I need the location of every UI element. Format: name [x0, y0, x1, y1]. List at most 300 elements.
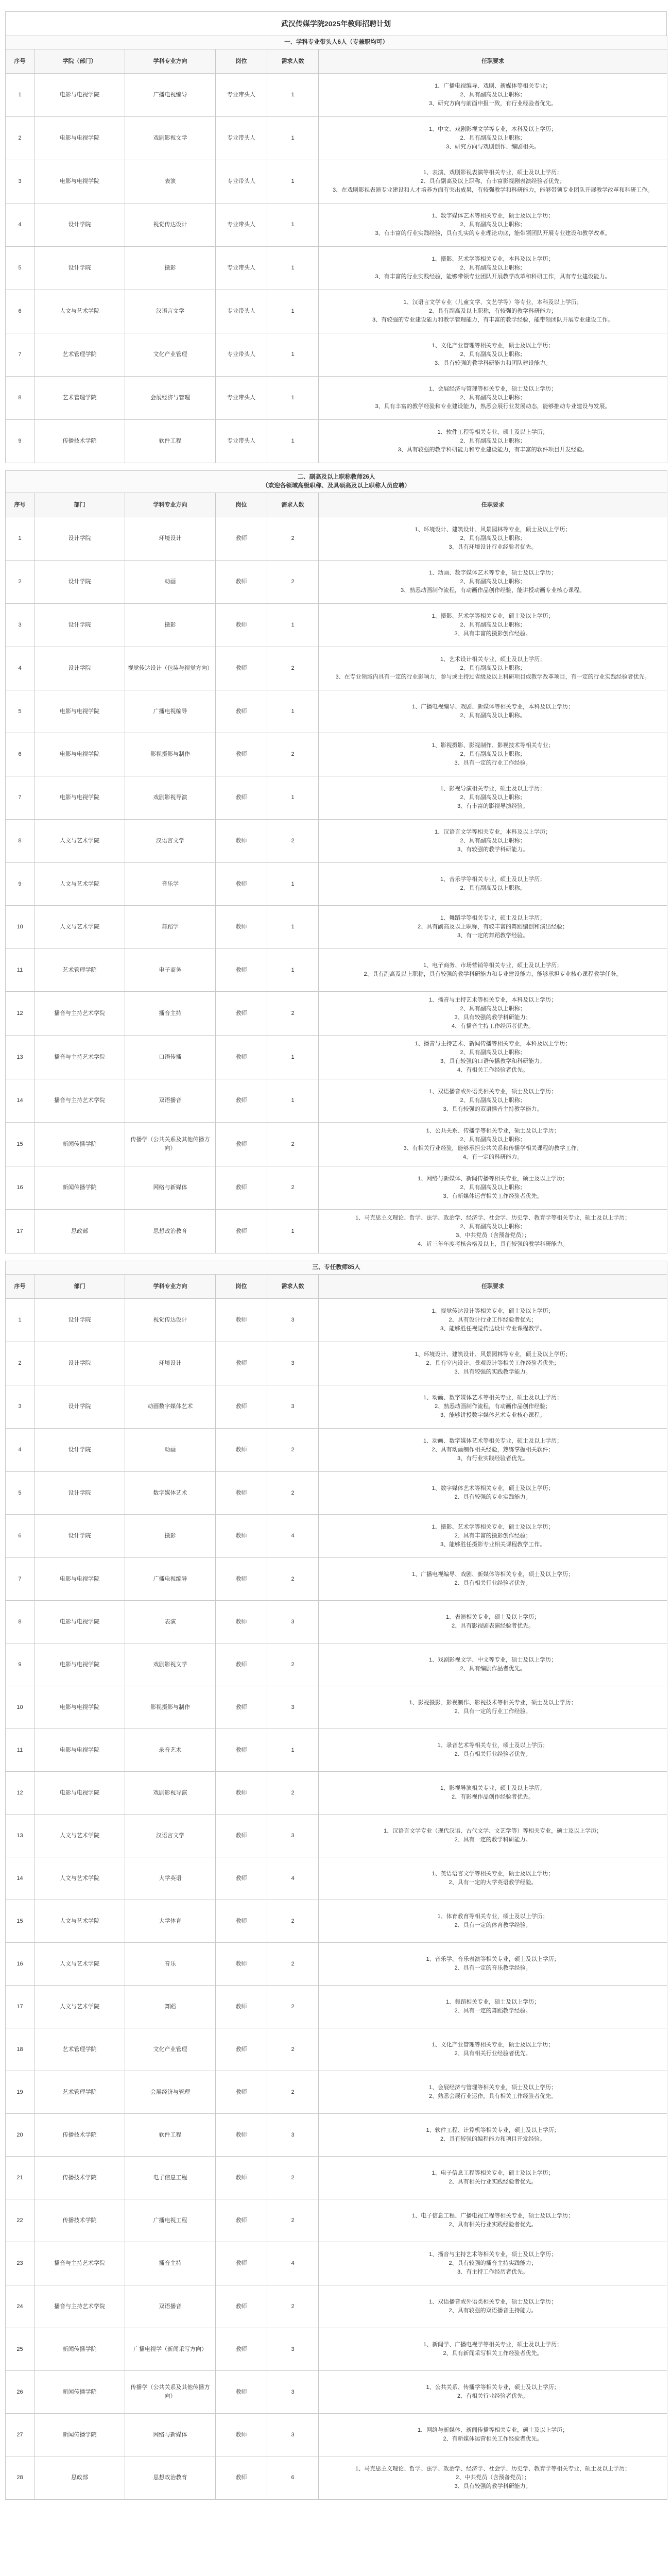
row-post: 教师: [216, 1342, 267, 1385]
row-requirements: [319, 776, 667, 820]
row-number: 8: [6, 377, 35, 420]
requirement-line: 1、英语语言文学等相关专业，硕士及以上学历；: [432, 1871, 554, 1877]
row-major: 数字媒体艺术: [125, 1472, 216, 1515]
requirement-line: 1、动画、数字媒体艺术等专业，硕士及以上学历；: [428, 570, 557, 576]
requirement-line: 3、能够讲授数字媒体艺术专业核心课程。: [440, 1412, 546, 1418]
row-count: 1: [267, 204, 319, 247]
row-count: 1: [267, 863, 319, 906]
requirement-line: 1、广播电视编导、戏剧、新媒体等相关专业；: [434, 83, 552, 89]
requirement-line: 1、软件工程等相关专业，硕士及以上学历；: [437, 429, 548, 435]
requirement-line: 2、具有室内设计、景观设计等相关工作经验者优先；: [426, 1360, 560, 1366]
row-major: 摄影: [125, 247, 216, 290]
requirement-line: 1、影视导演相关专业，硕士及以上学历；: [440, 1785, 546, 1791]
row-major: 表演: [125, 1601, 216, 1643]
column-header: 序号: [6, 49, 35, 74]
table-row: [6, 1299, 667, 1342]
column-header: 需求人数: [267, 493, 319, 517]
row-count: 2: [267, 2157, 319, 2199]
row-major: 双语播音: [125, 2285, 216, 2328]
requirement-line: 1、广播电视编导、戏剧、新媒体等相关专业，硕士及以上学历；: [411, 1571, 574, 1578]
row-department: 艺术管理学院: [35, 2028, 125, 2071]
row-major: 音乐学: [125, 863, 216, 906]
row-count: 3: [267, 1686, 319, 1729]
requirement-line: 1、环境设计、建筑设计、风景园林等专业，硕士及以上学历；: [415, 1351, 571, 1358]
row-requirements: [319, 906, 667, 949]
row-count: 2: [267, 561, 319, 604]
row-post: 专业带头人: [216, 290, 267, 333]
row-requirements: [319, 2371, 667, 2414]
requirement-line: 1、文化产业管理等相关专业，硕士及以上学历；: [432, 343, 554, 349]
row-post: 专业带头人: [216, 333, 267, 377]
table-row: [6, 160, 667, 204]
row-requirements: [319, 117, 667, 160]
requirement-line: 3、具有较强的实践教学能力。: [454, 1369, 531, 1375]
requirement-line: 2、具有一定的大学英语教学经验。: [449, 1879, 537, 1886]
row-requirements: [319, 333, 667, 377]
row-department: 人文与艺术学院: [35, 863, 125, 906]
row-department: 设计学院: [35, 604, 125, 647]
table-row: [6, 2456, 667, 2500]
section-gap: [6, 1253, 667, 1261]
row-requirements: [319, 517, 667, 561]
row-post: 教师: [216, 1772, 267, 1815]
requirement-line: 2、具有设计行业工作经验者优先；: [449, 1317, 537, 1323]
row-department: 艺术管理学院: [35, 2071, 125, 2114]
section-header: [6, 471, 667, 493]
requirement-line: 2、具有一定的教学科研能力。: [454, 1837, 531, 1843]
requirement-line: 3、有一定的舞蹈教学经验。: [457, 933, 529, 939]
row-requirements: [319, 2285, 667, 2328]
requirement-line: 1、影视摄影、影视制作、影视技术等相关专业；: [432, 742, 554, 749]
requirement-line: 2、具有副高及以上职称；: [460, 751, 526, 757]
requirement-line: 1、动画、数字媒体艺术等相关专业，硕士及以上学历；: [423, 1438, 563, 1444]
requirement-line: 1、双语播音或外语类相关专业，硕士及以上学历；: [428, 1089, 557, 1095]
requirement-line: 1、摄影、艺术学等相关专业，硕士及以上学历；: [432, 1524, 554, 1530]
requirement-line: 1、数字媒体艺术等相关专业，硕士及以上学历；: [432, 213, 554, 219]
row-count: 4: [267, 2242, 319, 2285]
row-requirements: [319, 2242, 667, 2285]
row-requirements: [319, 2157, 667, 2199]
row-post: 教师: [216, 2157, 267, 2199]
requirement-line: 2、具有副高及以上职称；: [460, 838, 526, 844]
row-post: 教师: [216, 820, 267, 863]
table-row: [6, 2199, 667, 2242]
row-major: 广播电视编导: [125, 74, 216, 117]
column-header: 学科专业方向: [125, 1275, 216, 1299]
row-post: 教师: [216, 1686, 267, 1729]
row-major: 播音主持: [125, 2242, 216, 2285]
column-header: 部门: [35, 493, 125, 517]
row-major: 软件工程: [125, 2114, 216, 2157]
row-post: 教师: [216, 1079, 267, 1123]
row-post: 教师: [216, 2456, 267, 2500]
section-gap-cell: [6, 463, 667, 471]
requirement-line: 2、具有动画制作相关经验，熟练掌握相关软件；: [432, 1447, 554, 1453]
table-row: [6, 420, 667, 463]
requirement-line: 2、具有副高及以上职称；: [460, 438, 526, 444]
row-post: 教师: [216, 992, 267, 1036]
section-title: 三、专任教师85人: [312, 1264, 360, 1270]
row-requirements: [319, 2071, 667, 2114]
requirement-line: 2、具有副高及以上职称；: [460, 1049, 526, 1056]
row-requirements: [319, 1857, 667, 1900]
row-requirements: [319, 604, 667, 647]
row-major: 会展经济与管理: [125, 2071, 216, 2114]
row-count: 2: [267, 1472, 319, 1515]
requirement-line: 2、具有副高及以上职称，有丰富影视剧表演经验者优先；: [420, 178, 565, 184]
row-major: 双语播音: [125, 1079, 216, 1123]
row-number: 14: [6, 1079, 35, 1123]
row-department: 人文与艺术学院: [35, 1943, 125, 1986]
requirement-line: 3、在专业领域内具有一定的行业影响力，参与或主持过省级及以上科研项目或教学改革项目，有一定的行业实践经验者优先。: [335, 674, 650, 680]
row-number: 1: [6, 1299, 35, 1342]
row-department: 电影与电视学院: [35, 690, 125, 733]
row-post: 教师: [216, 2371, 267, 2414]
table-row: [6, 647, 667, 690]
requirement-line: 2、具有副高及以上职称；: [460, 351, 526, 358]
requirement-line: 2、有影视作品创作经验者优先。: [451, 1794, 535, 1800]
row-number: 15: [6, 1900, 35, 1943]
section-header: [6, 1261, 667, 1275]
row-count: 3: [267, 1601, 319, 1643]
row-requirements: [319, 690, 667, 733]
column-header: 部门: [35, 1275, 125, 1299]
row-post: 专业带头人: [216, 377, 267, 420]
requirement-line: 2、具有副高及以上职称，有较强的教学科研能力；: [428, 308, 557, 314]
row-major: 大学体育: [125, 1900, 216, 1943]
requirement-line: 3、具有丰富的摄影创作经验。: [454, 631, 531, 637]
row-post: 教师: [216, 949, 267, 992]
column-header: 需求人数: [267, 1275, 319, 1299]
table-header-row: [6, 49, 667, 74]
row-post: 教师: [216, 647, 267, 690]
row-requirements: [319, 1601, 667, 1643]
row-number: 9: [6, 420, 35, 463]
row-number: 8: [6, 820, 35, 863]
requirement-line: 1、电子信息工程、广播电视工程等相关专业，硕士及以上学历；: [411, 2213, 574, 2219]
row-major: 戏剧影视文学: [125, 1643, 216, 1686]
requirement-line: 1、摄影、艺术学等相关专业，本科及以上学历；: [432, 256, 554, 262]
row-post: 教师: [216, 1558, 267, 1601]
row-major: 文化产业管理: [125, 2028, 216, 2071]
column-header: 任职要求: [319, 49, 667, 74]
row-requirements: [319, 1342, 667, 1385]
requirement-line: 1、会展经济与管理等相关专业，硕士及以上学历；: [428, 2084, 557, 2091]
requirement-line: 2、具有副高及以上职称；: [460, 222, 526, 228]
requirement-line: 2、具有一定的舞蹈教学经验。: [454, 2008, 531, 2014]
row-requirements: [319, 1036, 667, 1079]
row-number: 7: [6, 333, 35, 377]
table-row: [6, 1686, 667, 1729]
row-post: 教师: [216, 1166, 267, 1210]
requirement-line: 1、体育教育等相关专业，硕士及以上学历；: [437, 1913, 548, 1920]
requirement-line: 3、有丰富的影视导演经验。: [457, 803, 529, 809]
row-department: 电影与电视学院: [35, 74, 125, 117]
table-row: [6, 1429, 667, 1472]
row-major: 音乐: [125, 1943, 216, 1986]
row-department: 人文与艺术学院: [35, 1857, 125, 1900]
row-department: 设计学院: [35, 1472, 125, 1515]
row-count: 1: [267, 247, 319, 290]
requirement-line: 1、文化产业管理等相关专业，硕士及以上学历；: [432, 2042, 554, 2048]
row-number: 27: [6, 2414, 35, 2456]
row-post: 专业带头人: [216, 420, 267, 463]
requirement-line: 3、能够胜任摄影专业相关课程教学工作。: [440, 1541, 546, 1548]
row-department: 播音与主持艺术学院: [35, 2285, 125, 2328]
row-post: 教师: [216, 1385, 267, 1429]
table-row: [6, 333, 667, 377]
table-row: [6, 1729, 667, 1772]
row-department: 传播技术学院: [35, 2114, 125, 2157]
requirement-line: 2、具有副高及以上职称；: [460, 1224, 526, 1230]
requirement-line: 1、新闻学、广播电视学等相关专业，硕士及以上学历；: [423, 2342, 563, 2348]
requirement-line: 1、公共关系、传播学等相关专业，硕士及以上学历；: [426, 2384, 560, 2391]
row-post: 教师: [216, 690, 267, 733]
row-requirements: [319, 1123, 667, 1166]
row-number: 6: [6, 290, 35, 333]
row-count: 1: [267, 160, 319, 204]
row-department: 新闻传播学院: [35, 2414, 125, 2456]
row-count: 3: [267, 2328, 319, 2371]
row-major: 思想政治教育: [125, 2456, 216, 2500]
row-department: 电影与电视学院: [35, 1558, 125, 1601]
requirement-line: 1、音乐学、音乐表演等相关专业，硕士及以上学历；: [426, 1956, 560, 1962]
requirement-line: 1、表演、戏剧影视表演等相关专业，硕士及以上学历；: [423, 170, 563, 176]
requirement-line: 3、具有较强的双语播音主持教学能力。: [443, 1106, 543, 1112]
row-count: 1: [267, 1079, 319, 1123]
row-post: 教师: [216, 1299, 267, 1342]
row-count: 2: [267, 1123, 319, 1166]
row-department: 电影与电视学院: [35, 117, 125, 160]
row-count: 1: [267, 74, 319, 117]
row-department: 艺术管理学院: [35, 333, 125, 377]
row-number: 2: [6, 1342, 35, 1385]
row-department: 新闻传播学院: [35, 2328, 125, 2371]
row-department: 设计学院: [35, 204, 125, 247]
row-post: 教师: [216, 2328, 267, 2371]
row-department: 设计学院: [35, 561, 125, 604]
requirement-line: 3、具有较强的教学科研能力和团队建设能力。: [434, 360, 552, 366]
row-number: 26: [6, 2371, 35, 2414]
row-post: 教师: [216, 776, 267, 820]
requirement-line: 2、具有副高及以上职称；: [460, 395, 526, 401]
row-department: 设计学院: [35, 1515, 125, 1558]
row-count: 1: [267, 420, 319, 463]
requirement-line: 1、网络与新媒体、新闻传播等相关专业，硕士及以上学历；: [417, 2427, 568, 2433]
row-post: 教师: [216, 1943, 267, 1986]
row-number: 11: [6, 1729, 35, 1772]
row-count: 2: [267, 1558, 319, 1601]
requirement-line: 2、具有副高及以上职称。: [460, 885, 526, 891]
row-department: 新闻传播学院: [35, 2371, 125, 2414]
row-count: 3: [267, 2371, 319, 2414]
row-number: 7: [6, 776, 35, 820]
table-row: [6, 2114, 667, 2157]
table-row: [6, 1079, 667, 1123]
row-number: 16: [6, 1943, 35, 1986]
column-header: 岗位: [216, 1275, 267, 1299]
row-number: 5: [6, 247, 35, 290]
requirement-line: 2、具有影视剧表演经验者优先。: [451, 1623, 535, 1629]
column-header: 需求人数: [267, 49, 319, 74]
requirement-line: 2、熟悉会展行业运作，具有相关工作经验者优先。: [428, 2093, 557, 2099]
row-post: 教师: [216, 561, 267, 604]
row-number: 5: [6, 1472, 35, 1515]
column-header: 序号: [6, 1275, 35, 1299]
row-count: 4: [267, 1857, 319, 1900]
requirement-line: 1、数字媒体艺术等相关专业，硕士及以上学历；: [432, 1485, 554, 1492]
row-major: 口语传播: [125, 1036, 216, 1079]
row-requirements: [319, 561, 667, 604]
row-requirements: [319, 1429, 667, 1472]
column-header: 任职要求: [319, 493, 667, 517]
row-number: 4: [6, 1429, 35, 1472]
row-requirements: [319, 1943, 667, 1986]
row-post: 专业带头人: [216, 74, 267, 117]
row-count: 1: [267, 604, 319, 647]
row-number: 23: [6, 2242, 35, 2285]
row-number: 3: [6, 604, 35, 647]
table-row: [6, 1472, 667, 1515]
row-number: 17: [6, 1986, 35, 2028]
row-count: 1: [267, 333, 319, 377]
requirement-line: 2、具有副高及以上职称，有较丰富的舞蹈编创和演出经验；: [417, 924, 568, 930]
row-major: 广播电视工程: [125, 2199, 216, 2242]
column-header: 学院（部门）: [35, 49, 125, 74]
section-title: 一、学科专业带头人6人（专兼职均可）: [284, 39, 388, 45]
requirement-line: 2、具有副高及以上职称，具有较强的教学科研能力和专业建设能力，能够承担专业核心课程教学任务。: [364, 971, 622, 977]
requirement-line: 1、舞蹈相关专业，硕士及以上学历；: [445, 1999, 540, 2005]
row-number: 14: [6, 1857, 35, 1900]
table-row: [6, 1857, 667, 1900]
row-number: 15: [6, 1123, 35, 1166]
row-requirements: [319, 1686, 667, 1729]
row-requirements: [319, 1815, 667, 1857]
requirement-line: 3、具有较强的教学科研能力和专业建设能力，有丰富的软件项目开发经验。: [398, 447, 588, 453]
requirement-line: 1、播音与主持艺术、新闻传播等相关专业，本科及以上学历；: [415, 1041, 571, 1047]
requirement-line: 2、具有副高及以上职称。: [460, 713, 526, 719]
row-count: 2: [267, 1900, 319, 1943]
row-number: 2: [6, 561, 35, 604]
row-department: 电影与电视学院: [35, 1729, 125, 1772]
requirement-line: 2、具有编剧作品者优先。: [460, 1666, 526, 1672]
row-number: 1: [6, 74, 35, 117]
requirement-line: 1、录音艺术等相关专业，硕士及以上学历；: [437, 1742, 548, 1749]
row-post: 教师: [216, 1815, 267, 1857]
table-row: [6, 1643, 667, 1686]
table-row: [6, 863, 667, 906]
row-requirements: [319, 949, 667, 992]
row-major: 表演: [125, 160, 216, 204]
requirement-line: 3、具有较强的教学科研能力；: [454, 1014, 531, 1021]
row-post: 专业带头人: [216, 204, 267, 247]
requirement-line: 4、有相关工作经验者优先。: [457, 1067, 529, 1073]
section-title: 二、副高及以上职称教师26人: [297, 474, 375, 480]
requirement-line: 2、具有一定的行业工作经验。: [454, 1708, 531, 1715]
row-requirements: [319, 160, 667, 204]
row-count: 2: [267, 517, 319, 561]
row-major: 环境设计: [125, 517, 216, 561]
requirement-line: 1、会展经济与管理等相关专业，硕士及以上学历；: [428, 386, 557, 392]
row-major: 视觉传达设计（包装与视觉方向）: [125, 647, 216, 690]
requirement-line: 2、具有丰富的摄影创作经验；: [454, 1533, 531, 1539]
row-department: 新闻传播学院: [35, 1123, 125, 1166]
requirement-line: 3、具有较强的口语传播教学和科研能力；: [440, 1058, 546, 1064]
requirement-line: 3、有丰富的行业实践经验，具有扎实的专业理论功底，能带领团队开展专业建设和教学改革。: [375, 230, 611, 236]
row-department: 人文与艺术学院: [35, 906, 125, 949]
requirement-line: 1、舞蹈学等相关专业，硕士及以上学历；: [440, 915, 546, 921]
row-count: 1: [267, 906, 319, 949]
section-title-cell: [6, 36, 667, 49]
row-post: 教师: [216, 1515, 267, 1558]
section-title-cell: [6, 471, 667, 493]
requirement-line: 2、熟悉动画制作流程，有动画作品创作经验；: [434, 1403, 552, 1410]
row-count: 2: [267, 992, 319, 1036]
row-post: 教师: [216, 906, 267, 949]
requirement-line: 3、有新媒体运营相关工作经验者优先。: [443, 1193, 543, 1199]
row-requirements: [319, 1079, 667, 1123]
table-row: [6, 1123, 667, 1166]
row-department: 传播技术学院: [35, 420, 125, 463]
row-major: 汉语言文学: [125, 820, 216, 863]
recruitment-table: [5, 36, 667, 2500]
requirement-line: 3、有较强的教学科研能力。: [457, 846, 529, 853]
requirement-line: 1、影视摄影、影视制作、影视技术等相关专业，硕士及以上学历；: [409, 1700, 577, 1706]
row-requirements: [319, 1299, 667, 1342]
row-number: 6: [6, 1515, 35, 1558]
row-post: 教师: [216, 1986, 267, 2028]
requirement-line: 2、具有副高及以上职称；: [460, 1097, 526, 1104]
requirement-line: 2、具有副高及以上职称；: [460, 535, 526, 541]
table-row: [6, 1772, 667, 1815]
requirement-line: 3、中共党员（含预备党员）；: [456, 1232, 530, 1239]
requirement-line: 1、广播电视编导、戏剧、新媒体等相关专业，本科及以上学历；: [411, 704, 574, 710]
table-row: [6, 2414, 667, 2456]
table-row: [6, 1601, 667, 1643]
requirement-line: 4、有一定的科研能力。: [462, 1154, 523, 1160]
requirement-line: 1、汉语言文学专业（儿童文学、文艺学等）等专业，本科及以上学历；: [403, 299, 582, 306]
row-department: 人文与艺术学院: [35, 820, 125, 863]
requirement-line: 2、具有相关行业经验者优先。: [454, 1580, 531, 1586]
row-count: 1: [267, 949, 319, 992]
requirement-line: 3、有主持工作经历者优先。: [457, 2269, 529, 2275]
requirement-line: 2、具有副高及以上职称；: [460, 135, 526, 141]
row-requirements: [319, 290, 667, 333]
row-number: 4: [6, 204, 35, 247]
row-major: 动画: [125, 1429, 216, 1472]
row-department: 设计学院: [35, 247, 125, 290]
requirement-line: 3、有丰富的行业实践经验，能够带领专业团队开展教学改革和科研工作，具有专业建设能力。: [375, 274, 611, 280]
table-body: [6, 36, 667, 2500]
requirement-line: 3、研究方向与戏剧创作、编剧相关。: [445, 144, 540, 150]
row-count: 2: [267, 1943, 319, 1986]
table-row: [6, 2328, 667, 2371]
row-count: 2: [267, 1986, 319, 2028]
requirement-line: 1、中文、戏剧影视文学等专业，本科及以上学历；: [428, 126, 557, 132]
table-row: [6, 1815, 667, 1857]
row-number: 7: [6, 1558, 35, 1601]
row-post: 教师: [216, 1601, 267, 1643]
row-number: 16: [6, 1166, 35, 1210]
row-number: 12: [6, 992, 35, 1036]
row-count: 2: [267, 820, 319, 863]
row-post: 教师: [216, 2285, 267, 2328]
requirement-line: 1、艺术设计相关专业，硕士及以上学历；: [440, 656, 546, 663]
row-count: 1: [267, 117, 319, 160]
section-gap-cell: [6, 1253, 667, 1261]
row-major: 戏剧影视导演: [125, 1772, 216, 1815]
row-post: 教师: [216, 2114, 267, 2157]
